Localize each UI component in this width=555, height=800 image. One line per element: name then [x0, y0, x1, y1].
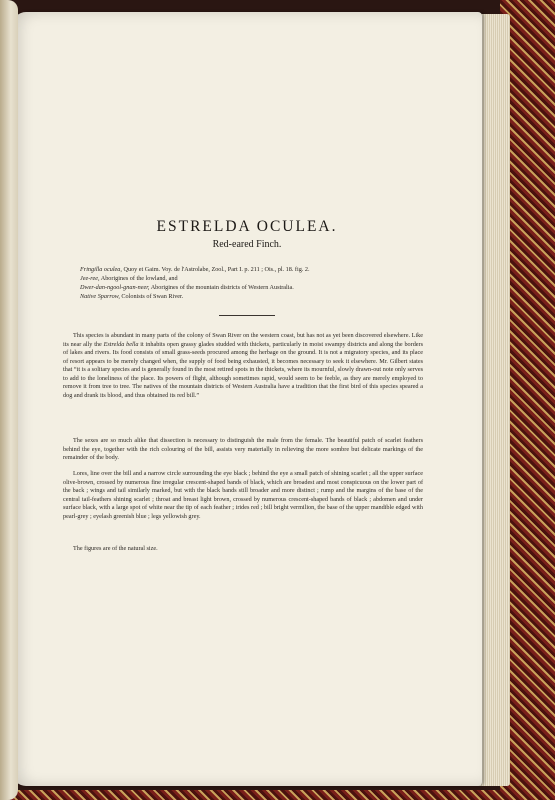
- body-paragraph: Lores, line over the bill and a narrow circle surrounding the eye black ; behind the eye a small patch of shining scarlet ; all the upper surface olive-brown, crossed by numerous fine irregular crescent-shaped bands of black, which are broadest and most conspicuous on the lower part of the back ; wings and tail similarly marked, but with the black bands still broader and more distinct ; rump and the margins of the base of the central tail-feathers shining scarlet ; throat and breast light brown, crossed by numerous crescent-shaped bands of black ; abdomen and under surface black, with a large spot of white near the tip of each feather ; irides red ; bill bright vermilion, the base of the upper mandible edged with pearl-grey ; eyelash greenish blue ; legs yellowish grey.: [63, 470, 423, 520]
- synonym-source: Aborigines of the lowland, and: [99, 275, 178, 282]
- synonym-name: Fringilla oculea,: [80, 266, 122, 273]
- body-paragraph: The figures are of the natural size.: [73, 545, 158, 552]
- synonym-name: Native Sparrow,: [80, 293, 120, 300]
- synonymy-line: [80, 274, 440, 283]
- species-title: ESTRELDA OCULEA.: [156, 218, 338, 235]
- synonym-source: Aborigines of the mountain districts of Western Australia.: [149, 284, 294, 291]
- synonym-source: Colonists of Swan River.: [119, 293, 184, 300]
- left-page-edge: [0, 0, 18, 800]
- synonym-name: Dwer-dan-ngool-gnan-neer,: [80, 284, 150, 291]
- common-name: Red-eared Finch.: [212, 239, 282, 250]
- body-paragraph: The sexes are so much alike that dissection is necessary to distinguish the male from the female. The beautiful patch of scarlet feathers behind the eye, together with the rich colouring of the bill, assists very materially in relieving the more sombre but delicate markings of the remainder of the body.: [63, 437, 423, 461]
- section-divider: [219, 315, 275, 316]
- synonymy-line: [80, 292, 440, 301]
- body-paragraph: This species is abundant in many parts of the colony of Swan River on the western coast, but has not as yet been discovered elsewhere. Like its near ally the Estrelda bella it inhabits open grassy glades studded with thickets, particularly in moist swampy districts and along the borders of lakes and rivers. Its food consists of small grass-seeds procured among the herbage on the ground. It is not a migratory species, and its place of resort appears to be merely changed when, the supply of food being exhausted, it becomes necessary to seek it elsewhere. Mr. Gilbert states that “it is a solitary species and is generally found in the most retired spots in the thickets, where its mournful, slowly drawn-out note only serves to add to the loneliness of the place. Its powers of flight, although sometimes rapid, would seem to be feeble, as they are merely employed to remove it from tree to tree. The natives of the mountain districts of Western Australia have a tradition that the first bird of this species speared a dog and drank its blood, and thus obtained its red bill.”: [63, 332, 423, 399]
- synonym-source: Quoy et Gaim. Voy. de l'Astrolabe, Zool., Part I. p. 211 ; Ois., pl. 18. fig. 2.: [121, 266, 310, 273]
- synonym-name: Jee-ree,: [80, 275, 100, 282]
- synonymy-line: [80, 283, 440, 292]
- synonymy-line: [80, 265, 440, 274]
